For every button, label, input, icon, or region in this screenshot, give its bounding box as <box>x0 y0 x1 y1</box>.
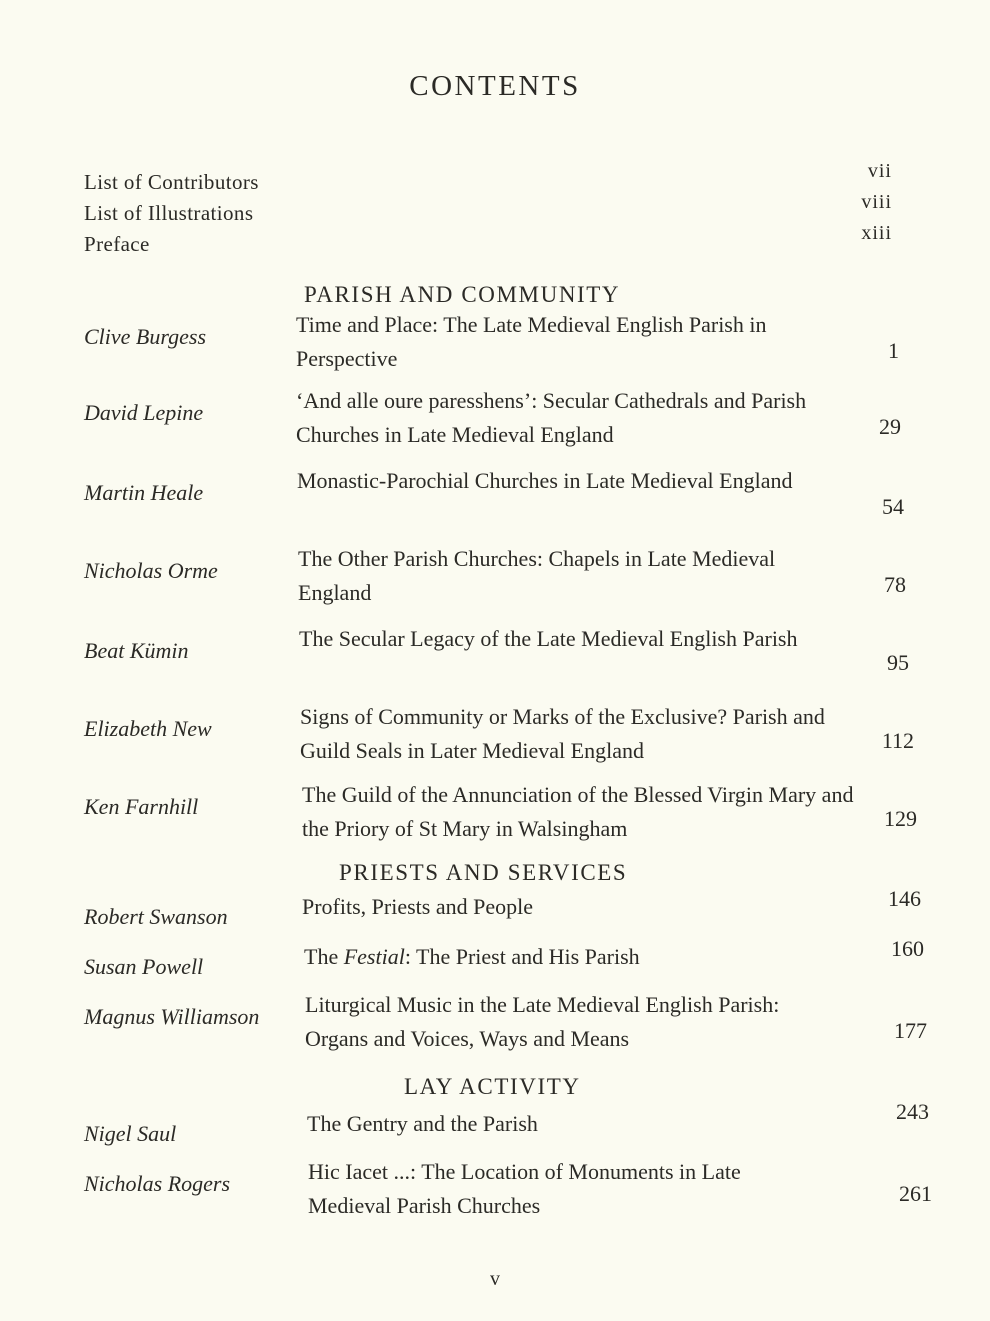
page-title: CONTENTS <box>409 70 581 102</box>
front-matter-label: Preface <box>84 232 150 256</box>
entry-author: Susan Powell <box>84 954 204 979</box>
entry-author: David Lepine <box>84 400 204 425</box>
front-matter-label: List of Illustrations <box>84 201 254 225</box>
front-matter-page: vii <box>867 160 892 182</box>
entry-page: 160 <box>891 936 924 961</box>
entry-page: 29 <box>879 414 901 439</box>
entry-title: The Gentry and the Parish <box>307 1111 538 1136</box>
entry-title: The Secular Legacy of the Late Medieval English Parish <box>299 626 798 651</box>
entry-author: Magnus Williamson <box>84 1004 260 1029</box>
section-heading: PRIESTS AND SERVICES <box>339 860 628 885</box>
entry-page: 129 <box>884 806 917 831</box>
entry-page: 1 <box>888 338 899 363</box>
entry-page: 112 <box>881 728 914 753</box>
entry-title: Hic Iacet ...: The Location of Monuments in Late Medieval Parish Churches <box>308 1159 741 1218</box>
entry-title: Signs of Community or Marks of the Exclusive? Parish and Guild Seals in Later Medieval England <box>300 704 825 763</box>
entry-page: 243 <box>896 1099 929 1124</box>
entry-title: Monastic-Parochial Churches in Late Medieval England <box>297 468 793 493</box>
title-italic-text: Festial <box>343 944 405 969</box>
entry-author: Nicholas Orme <box>84 558 218 583</box>
entry-title: Profits, Priests and People <box>302 894 533 919</box>
title-text: : The Priest and His Parish <box>404 944 640 969</box>
entry-author: Nigel Saul <box>84 1121 177 1146</box>
entry-page: 146 <box>888 886 921 911</box>
title-text: The <box>304 944 344 969</box>
entry-title: The Guild of the Annunciation of the Blessed Virgin Mary and the Priory of St Mary in Walsingham <box>302 782 854 841</box>
front-matter-list <box>84 160 904 263</box>
entry-author: Ken Farnhill <box>84 794 199 819</box>
entry-page: 261 <box>899 1181 932 1206</box>
front-matter-item <box>84 160 904 201</box>
page-number: v <box>490 1268 500 1290</box>
section-heading: PARISH AND COMMUNITY <box>304 282 621 307</box>
entry-author: Beat Kümin <box>84 638 189 663</box>
entry-page: 177 <box>894 1018 927 1043</box>
entry-title: ‘And alle oure paresshens’: Secular Cathedrals and Parish Churches in Late Medieval England <box>296 388 807 447</box>
front-matter-item <box>84 222 904 263</box>
entry-page: 78 <box>884 572 906 597</box>
entry-title: The Other Parish Churches: Chapels in Late Medieval England <box>298 546 776 605</box>
entry-author: Robert Swanson <box>84 904 228 929</box>
entry-author: Martin Heale <box>84 480 204 505</box>
front-matter-item <box>84 191 904 232</box>
front-matter-page: xiii <box>861 222 892 244</box>
entry-author: Elizabeth New <box>84 716 212 741</box>
section-heading: LAY ACTIVITY <box>404 1074 581 1099</box>
front-matter-page: viii <box>861 191 892 213</box>
entry-author: Nicholas Rogers <box>84 1171 231 1196</box>
entry-page: 54 <box>882 494 904 519</box>
front-matter-label: List of Contributors <box>84 170 259 194</box>
entry-title: Liturgical Music in the Late Medieval English Parish: Organs and Voices, Ways and Means <box>305 992 780 1051</box>
entry-title <box>304 940 864 974</box>
entry-page: 95 <box>887 650 909 675</box>
entry-title: Time and Place: The Late Medieval English Parish in Perspective <box>296 312 767 371</box>
entry-author: Clive Burgess <box>84 324 206 349</box>
